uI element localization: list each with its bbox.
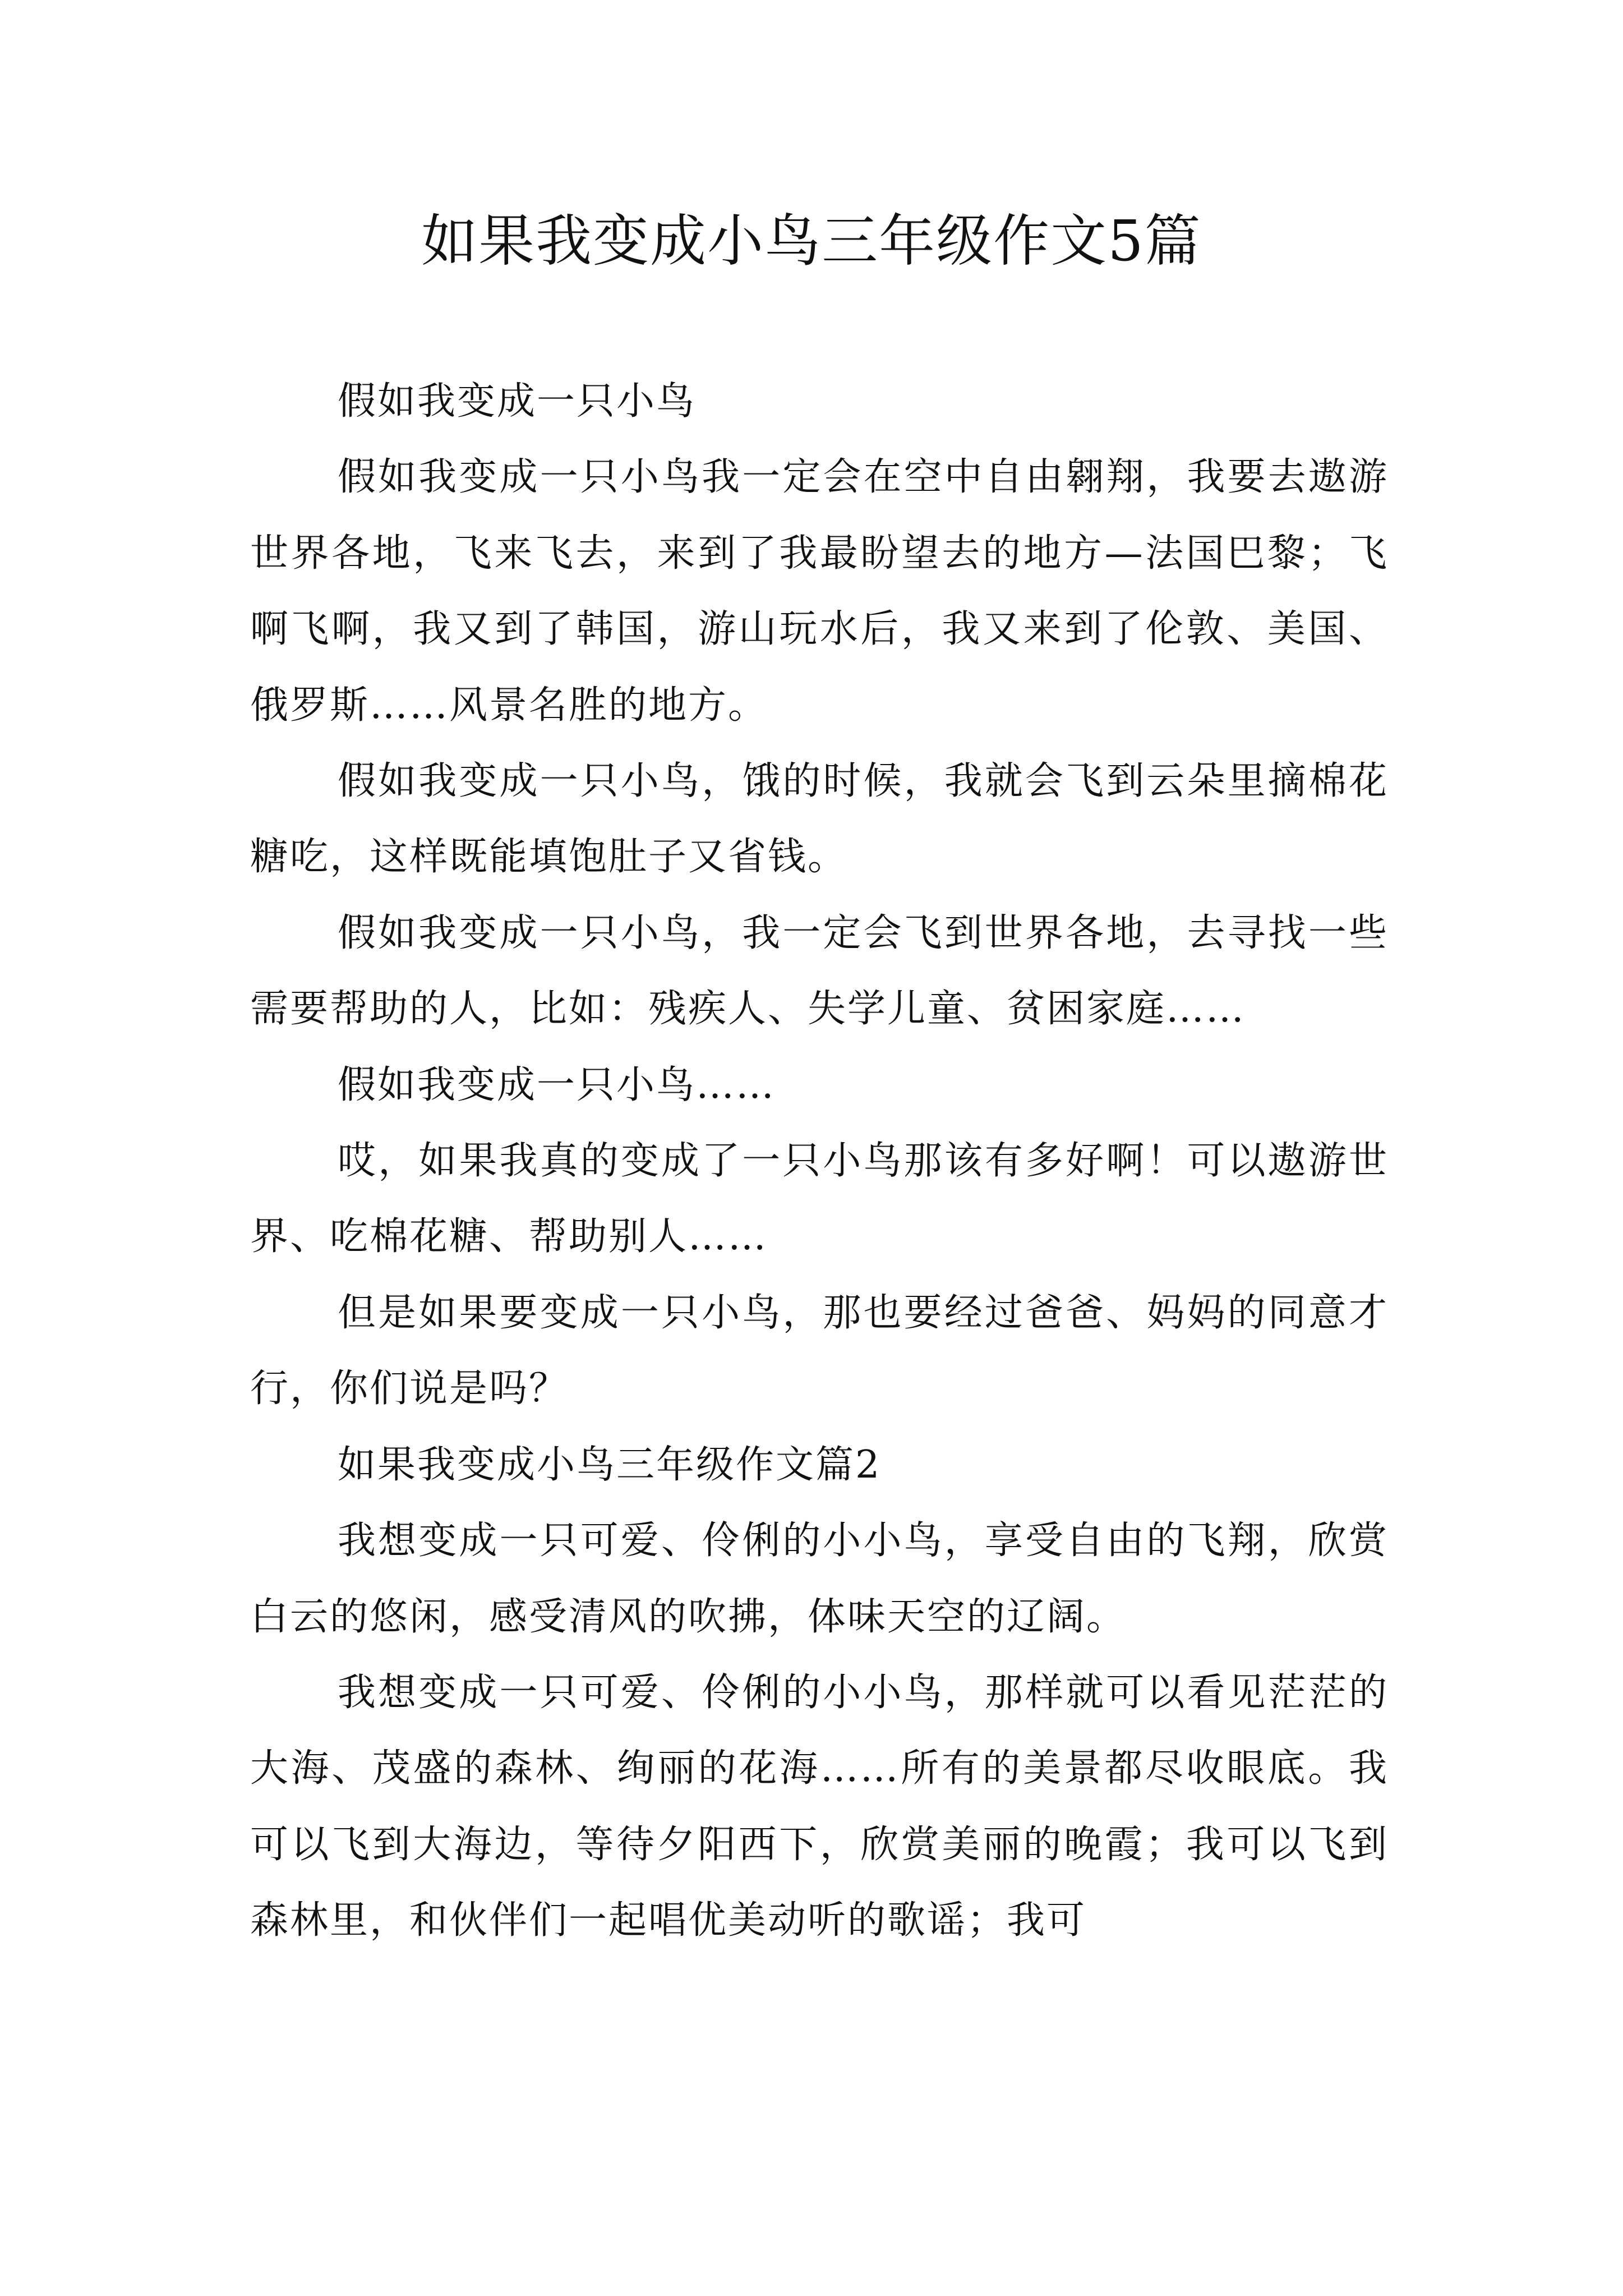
paragraph: 假如我变成一只小鸟，我一定会飞到世界各地，去寻找一些需要帮助的人，比如：残疾人、失学儿童、贫困家庭…… — [250, 910, 1389, 1032]
paragraph: 我想变成一只可爱、伶俐的小小鸟，那样就可以看见茫茫的大海、茂盛的森林、绚丽的花海……所有的美景都尽收眼底。我可以飞到大海边，等待夕阳西下，欣赏美丽的晚霞；我可以飞到森林里，和伙伴们一起唱优美动听的歌谣；我可 — [250, 1670, 1389, 1943]
section-heading: 如果我变成小鸟三年级作文篇2 — [338, 1442, 882, 1487]
paragraph: 哎，如果我真的变成了一只小鸟那该有多好啊！可以遨游世界、吃棉花糖、帮助别人…… — [250, 1139, 1389, 1259]
paragraph: 我想变成一只可爱、伶俐的小小鸟，享受自由的飞翔，欣赏白云的悠闲，感受清风的吹拂，体味天空的辽阔。 — [250, 1519, 1389, 1639]
paragraph: 但是如果要变成一只小鸟，那也要经过爸爸、妈妈的同意才行，你们说是吗？ — [250, 1290, 1389, 1411]
paragraph: 假如我变成一只小鸟，饿的时候，我就会飞到云朵里摘棉花糖吃，这样既能填饱肚子又省钱。 — [250, 759, 1389, 880]
paragraph: 假如我变成一只小鸟我一定会在空中自由翱翔，我要去遨游世界各地，飞来飞去，来到了我最盼望去的地方—法国巴黎；飞啊飞啊，我又到了韩国，游山玩水后，我又来到了伦敦、美国、俄罗斯……风景名胜的地方。 — [250, 455, 1389, 728]
document-body — [250, 364, 1389, 1959]
paragraph: 假如我变成一只小鸟…… — [338, 1062, 776, 1107]
document-title: 如果我变成小鸟三年级作文5篇 — [421, 208, 1202, 274]
paragraph: 假如我变成一只小鸟 — [338, 379, 697, 424]
